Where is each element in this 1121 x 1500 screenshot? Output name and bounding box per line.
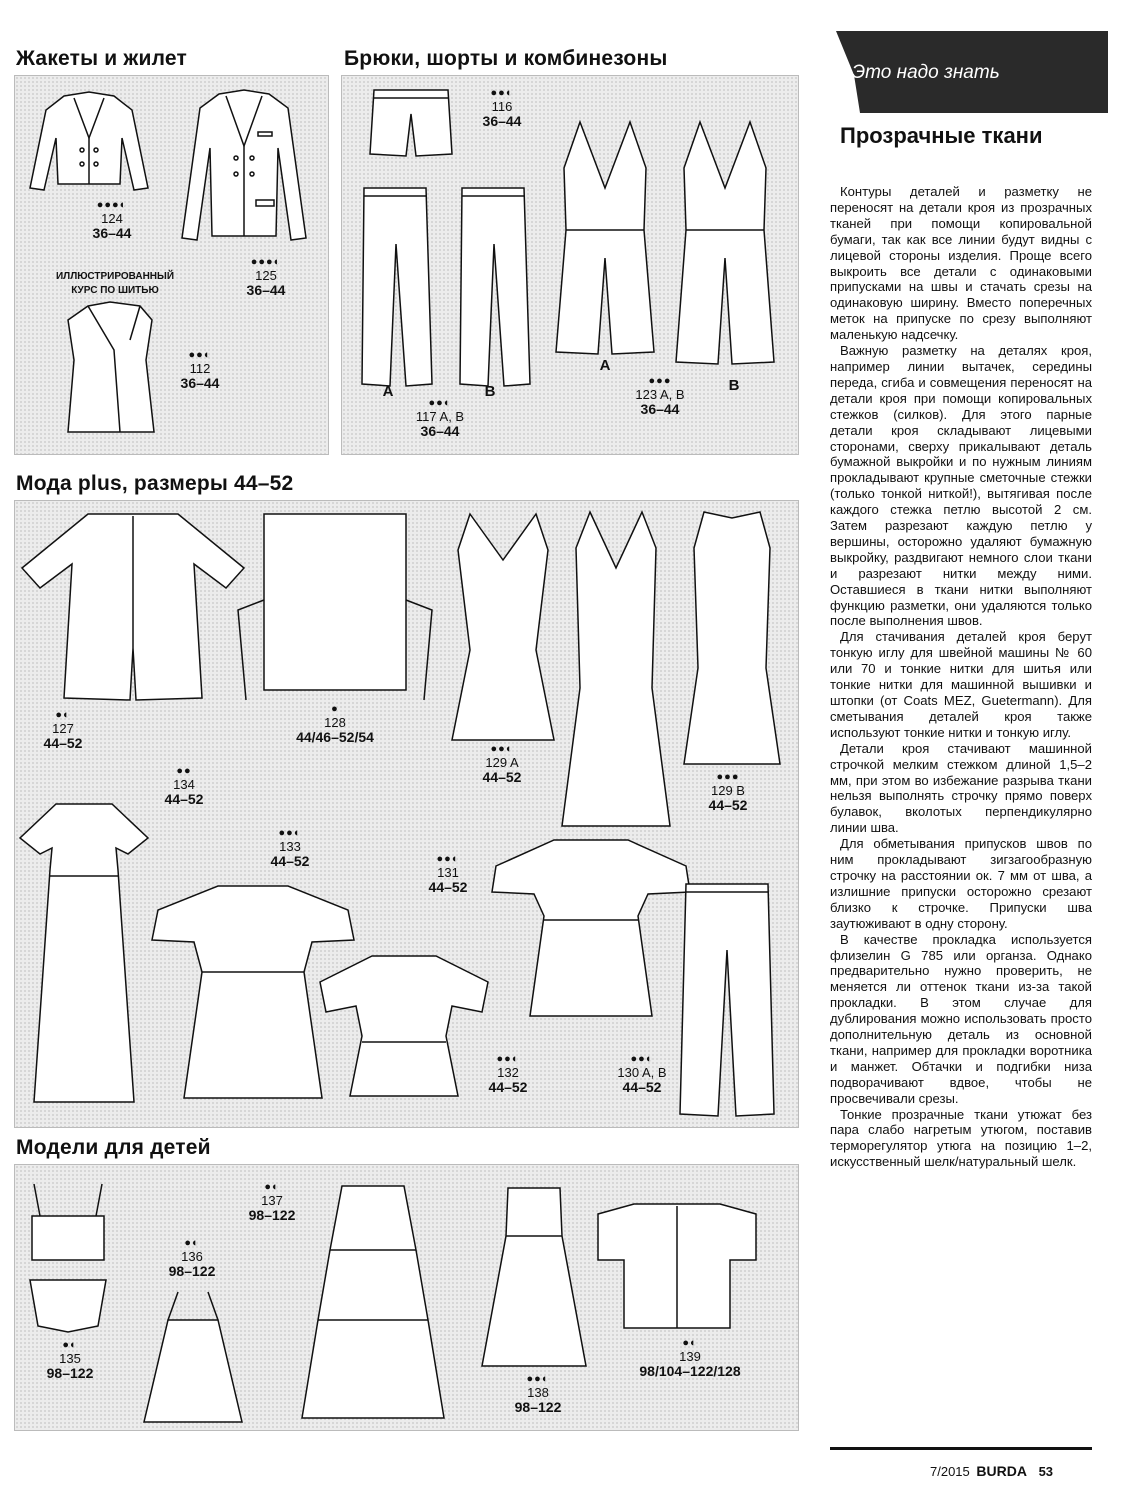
trousers-130-sketch bbox=[672, 880, 782, 1120]
blouse-132-sketch bbox=[316, 952, 492, 1100]
section-title-trousers: Брюки, шорты и комбинезоны bbox=[344, 47, 668, 70]
section-title-plus: Мода plus, размеры 44–52 bbox=[16, 472, 294, 495]
tag-129b: ●●● 129 B 44–52 bbox=[708, 771, 748, 813]
tag-112: ●●◐ 112 36–44 bbox=[180, 349, 220, 391]
article-paragraph: Для обметывания припусков швов по ним прокладывают зигзагообразную строчку на расстоянии ок. 7 мм от шва, а излишние припуски осторожно срезают близко к строчке. Припуски шва заутюживают в одну сторону. bbox=[830, 836, 1092, 931]
section-title-jackets: Жакеты и жилет bbox=[16, 47, 187, 70]
jacket-125-sketch bbox=[174, 88, 314, 253]
banner-label: Это надо знать bbox=[852, 62, 1000, 83]
tag-133: ●●◐ 133 44–52 bbox=[270, 827, 310, 869]
article-body bbox=[830, 184, 1092, 1170]
tag-125: ●●●◐ 125 36–44 bbox=[246, 256, 286, 298]
tag-136: ●◐ 136 98–122 bbox=[168, 1237, 216, 1279]
magazine-brand: BURDA bbox=[976, 1463, 1027, 1479]
article-title: Прозрачные ткани bbox=[840, 123, 1043, 148]
tag-135: ●◐ 135 98–122 bbox=[46, 1339, 94, 1381]
variant-117a: A bbox=[382, 383, 394, 400]
article-paragraph: Важную разметку на деталях кроя, например линии вытачек, середины переда, сгиба и совмещения переносят на детали кроя при помощи копировальных стежков (силков). Для этого парные детали кроя складывают лицевыми сторонами, сверху прикалывают деталь бумажной выкройки и по нужным линиям прокладывают крупные сметочные стежки (только тонкой ниткой!), вытягивая после каждого стежка петлю высотой 2 см. Затем разрезают каждую петлю у вершины, осторожно удаляют бумажную выкройку, раздвигают немного слои ткани и разрезают нитки между ними. Оставшиеся в ткани нитки выполняют функцию разметки, они удаляются только после выполнения швов. bbox=[830, 343, 1092, 629]
tunic-127-sketch bbox=[18, 508, 248, 708]
page-number: 53 bbox=[1038, 1464, 1054, 1479]
tag-128: ● 128 44/46–52/54 bbox=[296, 703, 374, 745]
jacket-124-sketch bbox=[24, 88, 154, 200]
tag-116: ●●◐ 116 36–44 bbox=[482, 87, 522, 129]
tag-134: ●● 134 44–52 bbox=[164, 765, 204, 807]
tag-137: ●◐ 137 98–122 bbox=[248, 1181, 296, 1223]
footer-rule bbox=[830, 1447, 1092, 1450]
article-paragraph: Для стачивания деталей кроя берут тонкую иглу для швейной машины № 60 или 70 и тонкие нитки для шитья или тонкие нитки для машинной вышивки и штопки (от Coats MEZ, Guetermann). Для сметывания деталей кроя также используют тонкие нитки и тонкую иглу. bbox=[830, 629, 1092, 740]
article-paragraph: В качестве прокладка используется флизелин G 785 или органза. Однако предварительно нужно проверить, не меняется ли оттенок ткани из-за такой прокладки. В этом случае для дублирования можно использовать просто дополнительную деталь из основной ткани, например для прокладки воротника и манжет. Обтачки и подгибки низа подворачивают вдвое, чтобы не просвечивали срезы. bbox=[830, 931, 1092, 1106]
dress-129b-front-sketch bbox=[560, 508, 672, 832]
section-title-kids: Модели для детей bbox=[16, 1136, 211, 1159]
dress-129a-sketch bbox=[448, 510, 558, 746]
tag-129a: ●●◐ 129 A 44–52 bbox=[482, 743, 522, 785]
issue-number: 7/2015 bbox=[930, 1464, 970, 1479]
jumpsuit-123a-sketch bbox=[550, 118, 660, 358]
dress-138-sketch bbox=[478, 1180, 590, 1372]
article-paragraph: Детали кроя стачивают машинной строчкой мелким стежком длиной 1,5–2 мм, при этом во избежание разрыва ткани нельзя выполнять строчку прямо поверх булавок, вколотых перпендикулярно линии шва. bbox=[830, 740, 1092, 836]
swimsuit-135-sketch bbox=[20, 1176, 116, 1336]
vest-112-sketch bbox=[60, 300, 160, 440]
article-paragraph: Тонкие прозрачные ткани утюжат без пара слабо нагретым утюгом, поставив терморегулятор утюга на позицию 1–2, искусственный шелк/натуральный шелк. bbox=[830, 1106, 1092, 1170]
illustrated-course-label: ИЛЛЮСТРИРОВАННЫЙ КУРС ПО ШИТЬЮ bbox=[55, 271, 175, 296]
tag-138: ●●◐ 138 98–122 bbox=[514, 1373, 562, 1415]
variant-123a: A bbox=[599, 357, 611, 374]
tag-130: ●●◐ 130 A, B 44–52 bbox=[617, 1053, 667, 1095]
variant-123b: B bbox=[728, 377, 740, 394]
jacket-139-sketch bbox=[594, 1200, 760, 1334]
variant-117b: B bbox=[484, 383, 496, 400]
trousers-117b-sketch bbox=[448, 184, 538, 394]
tag-123: ●●● 123 A, B 36–44 bbox=[635, 375, 685, 417]
trousers-117a-sketch bbox=[350, 184, 440, 394]
tag-117: ●●◐ 117 A, B 36–44 bbox=[415, 397, 465, 439]
shorts-116-sketch bbox=[366, 84, 456, 164]
tunic-131-sketch bbox=[488, 836, 694, 1022]
article-paragraph: Контуры деталей и разметку не переносят на детали кроя из прозрачных тканей при помощи копировальной бумаги, так как все линии будут видны с лицевой стороны изделия. Проще всего выкроить все детали с одинаковыми припусками на швы и стачать срезы на одинаковую ширину. Вместо поперечных меток на припуске по срезу выполняют маленькую надсечку. bbox=[830, 184, 1092, 343]
tag-127: ●◐ 127 44–52 bbox=[43, 709, 83, 751]
page-footer bbox=[930, 1463, 1053, 1479]
dress-134-sketch bbox=[16, 798, 152, 1108]
dress-129b-back-sketch bbox=[680, 508, 784, 770]
tag-124: ●●●◐ 124 36–44 bbox=[92, 199, 132, 241]
jumpsuit-123b-sketch bbox=[670, 118, 780, 368]
dress-136-sketch bbox=[138, 1290, 248, 1426]
top-128-sketch bbox=[230, 510, 440, 710]
tag-131: ●●◐ 131 44–52 bbox=[428, 853, 468, 895]
dress-137-sketch bbox=[298, 1180, 448, 1424]
tag-139: ●◐ 139 98/104–122/128 bbox=[639, 1337, 741, 1379]
tag-132: ●●◐ 132 44–52 bbox=[488, 1053, 528, 1095]
